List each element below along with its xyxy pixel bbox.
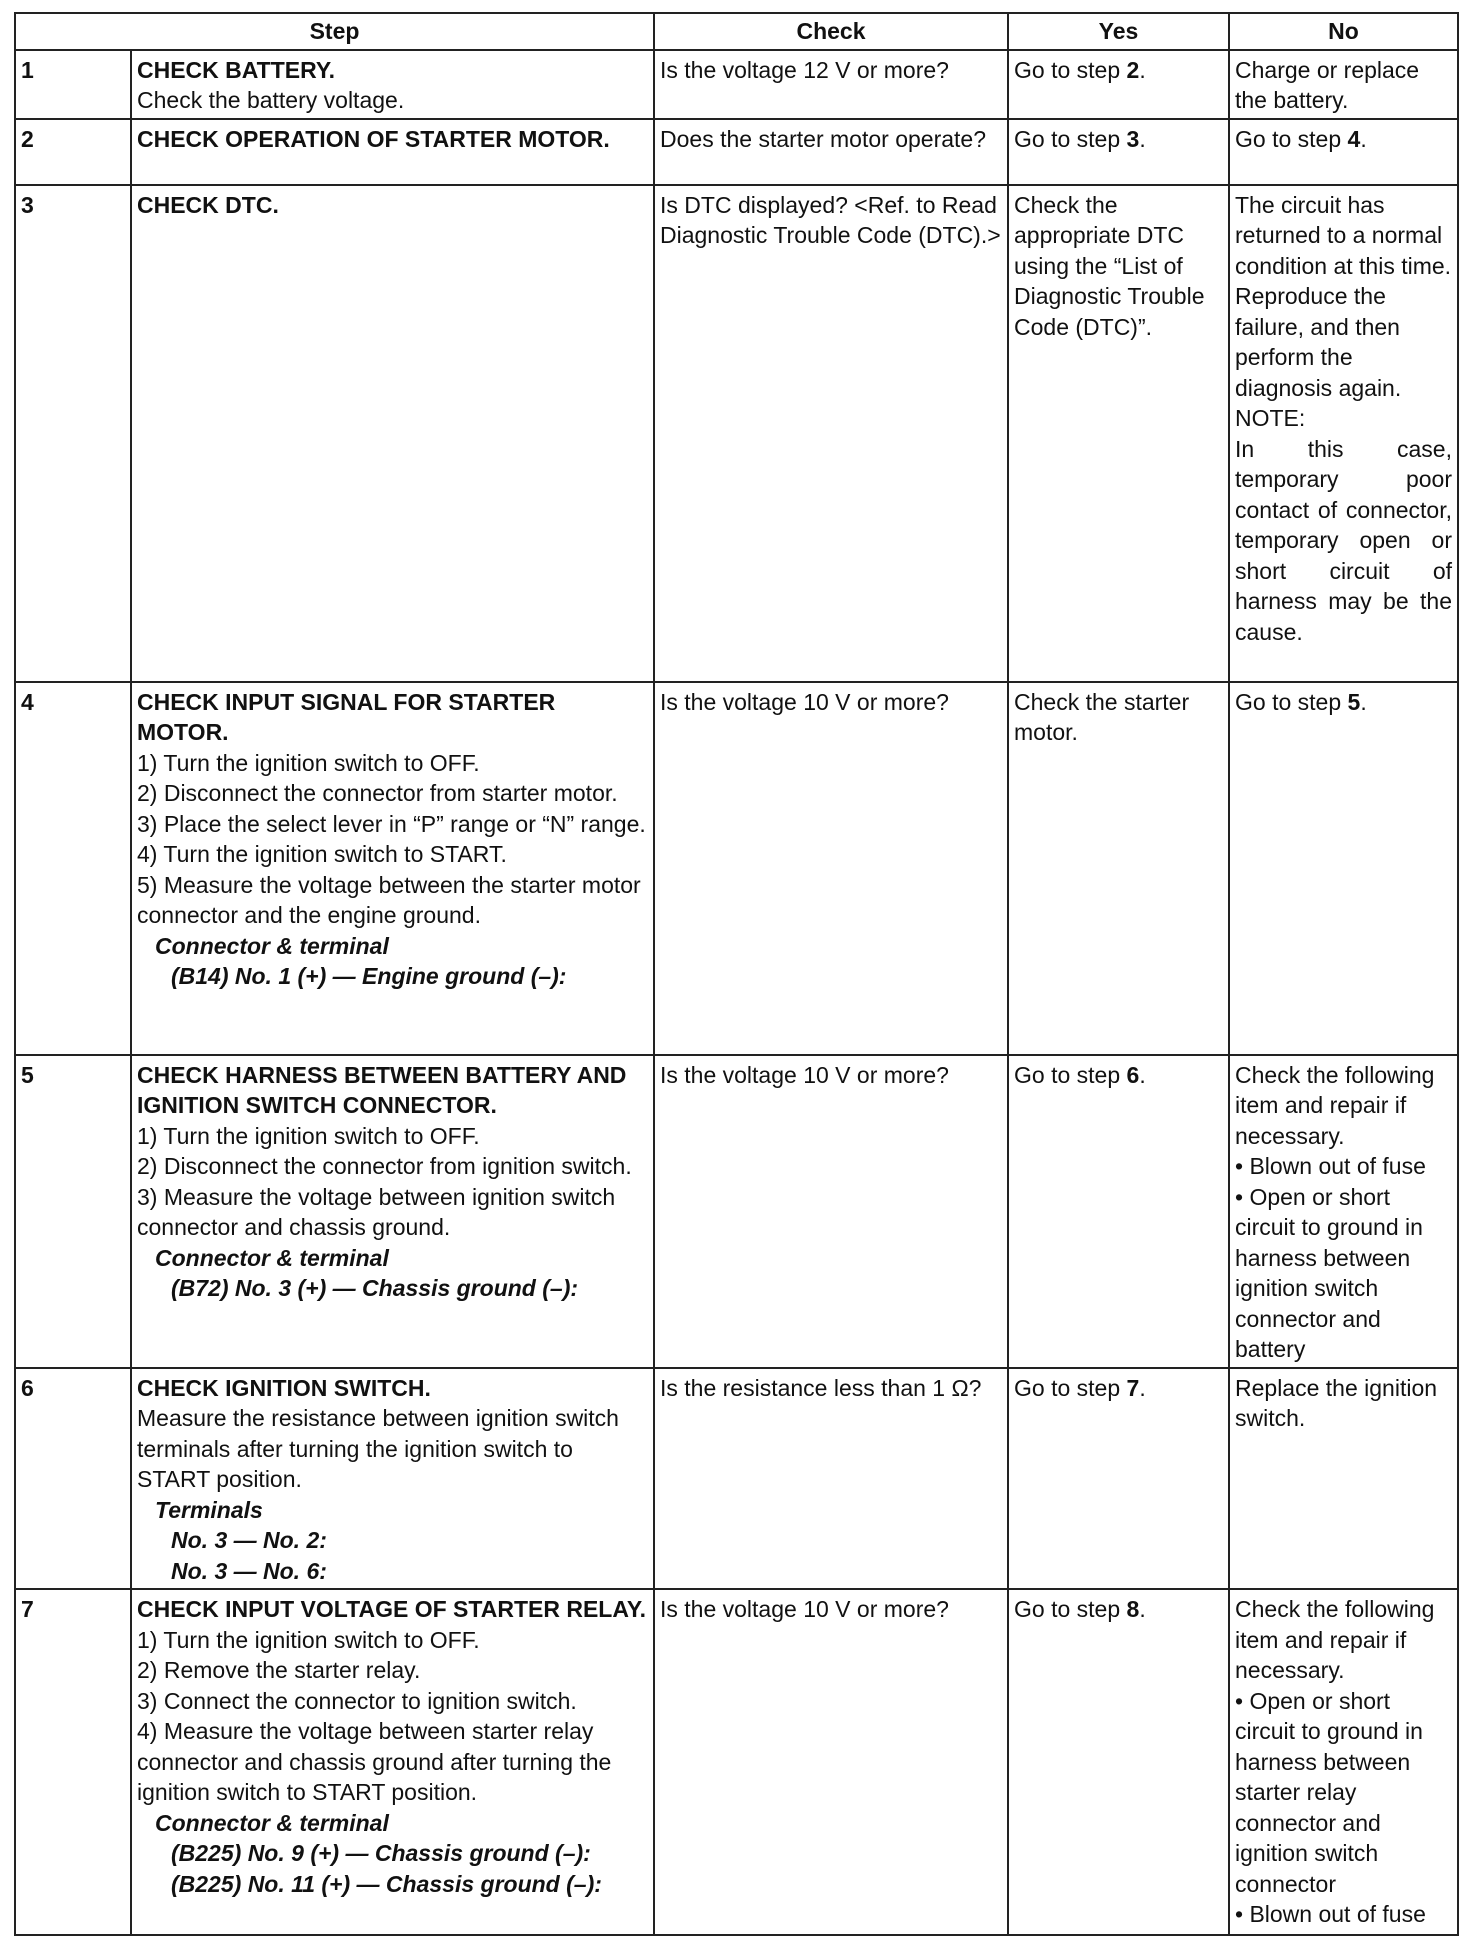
step-instruction: 1) Turn the ignition switch to OFF. <box>137 1122 480 1149</box>
step-number: 5 <box>15 1055 131 1368</box>
no-cell: Check the following item and repair if necessary. • Blown out of fuse • Open or short circuit to ground in harness between ignition switch connector and battery <box>1229 1055 1458 1368</box>
spec-heading: Terminals <box>155 1496 263 1523</box>
check-cell: Is the resistance less than 1 Ω? <box>654 1368 1008 1590</box>
check-cell: Is the voltage 10 V or more? <box>654 1055 1008 1368</box>
step-cell <box>131 1589 654 1935</box>
step-number: 1 <box>15 50 131 119</box>
step-text: Check the battery voltage. <box>137 87 405 113</box>
step-instruction: 4) Measure the voltage between starter relay connector and chassis ground after turning the ignition switch to START position. <box>137 1718 612 1805</box>
step-instruction: 5) Measure the voltage between the starter motor connector and the engine ground. <box>137 871 641 928</box>
spec-value: (B225) No. 9 (+) — Chassis ground (–): <box>171 1840 591 1866</box>
step-instruction: 1) Turn the ignition switch to OFF. <box>137 749 480 776</box>
step-title: CHECK DTC. <box>137 191 279 218</box>
header-check: Check <box>654 13 1008 50</box>
yes-cell: Go to step 3. <box>1008 119 1229 185</box>
yes-cell: Check the starter motor. <box>1008 682 1229 1055</box>
table-row <box>15 50 1458 119</box>
note-text: In this case, temporary poor contact of connector, temporary open or short circuit of harness may be the cause. <box>1235 435 1452 645</box>
table-row <box>15 682 1458 1055</box>
note-label: NOTE: <box>1235 405 1306 431</box>
yes-cell: Go to step 2. <box>1008 50 1229 119</box>
step-title: CHECK INPUT VOLTAGE OF STARTER RELAY. <box>137 1596 647 1622</box>
check-cell: Is the voltage 10 V or more? <box>654 1589 1008 1935</box>
step-title: CHECK IGNITION SWITCH. <box>137 1374 431 1401</box>
no-cell: Go to step 5. <box>1229 682 1458 1055</box>
check-cell: Is DTC displayed? <Ref. to Read Diagnostic Trouble Code (DTC).> <box>654 185 1008 682</box>
step-instruction: 2) Disconnect the connector from ignition switch. <box>137 1153 632 1179</box>
spec-value: (B72) No. 3 (+) — Chassis ground (–): <box>171 1275 579 1301</box>
header-step: Step <box>15 13 654 50</box>
check-cell: Does the starter motor operate? <box>654 119 1008 185</box>
bullet-item: • Open or short circuit to ground in harness between starter relay connector and ignition switch connector <box>1235 1687 1423 1897</box>
yes-cell: Go to step 6. <box>1008 1055 1229 1368</box>
step-number: 3 <box>15 185 131 682</box>
spec-heading: Connector & terminal <box>155 1244 389 1271</box>
table-header-row <box>15 13 1458 50</box>
header-no: No <box>1229 13 1458 50</box>
no-cell: Check the following item and repair if necessary. • Open or short circuit to ground in harness between starter relay connector and ignition switch connector • Blown out of fuse <box>1229 1589 1458 1935</box>
step-title: CHECK OPERATION OF STARTER MOTOR. <box>137 125 610 152</box>
step-instruction: 1) Turn the ignition switch to OFF. <box>137 1626 480 1653</box>
no-cell: Replace the ignition switch. <box>1229 1368 1458 1590</box>
spec-value: No. 3 — No. 6: <box>171 1557 327 1584</box>
spec-heading: Connector & terminal <box>155 1809 389 1836</box>
diagnostic-procedure-table <box>14 12 1459 1936</box>
step-instruction: 3) Measure the voltage between ignition switch connector and chassis ground. <box>137 1183 616 1240</box>
step-instruction: 2) Remove the starter relay. <box>137 1657 421 1683</box>
step-number: 7 <box>15 1589 131 1935</box>
spec-value: (B14) No. 1 (+) — Engine ground (–): <box>171 963 567 989</box>
step-number: 4 <box>15 682 131 1055</box>
spec-heading: Connector & terminal <box>155 932 389 959</box>
step-number: 6 <box>15 1368 131 1590</box>
table-row <box>15 119 1458 185</box>
step-title: CHECK INPUT SIGNAL FOR STARTER MOTOR. <box>137 688 556 745</box>
check-cell: Is the voltage 12 V or more? <box>654 50 1008 119</box>
step-cell <box>131 119 654 185</box>
bullet-item: • Blown out of fuse <box>1235 1153 1426 1179</box>
step-cell <box>131 682 654 1055</box>
spec-value: No. 3 — No. 2: <box>171 1527 327 1553</box>
step-cell <box>131 1368 654 1590</box>
step-number: 2 <box>15 119 131 185</box>
check-cell: Is the voltage 10 V or more? <box>654 682 1008 1055</box>
step-title: CHECK BATTERY. <box>137 56 336 83</box>
step-title: CHECK HARNESS BETWEEN BATTERY AND IGNITION SWITCH CONNECTOR. <box>137 1061 627 1118</box>
yes-cell: Go to step 8. <box>1008 1589 1229 1935</box>
step-cell <box>131 50 654 119</box>
yes-cell: Go to step 7. <box>1008 1368 1229 1590</box>
table-row <box>15 185 1458 682</box>
bullet-item: • Blown out of fuse <box>1235 1901 1426 1927</box>
step-instruction: 3) Connect the connector to ignition switch. <box>137 1687 577 1714</box>
no-cell: The circuit has returned to a normal condition at this time. Reproduce the failure, and then perform the diagnosis again. NOTE: In this case, temporary poor contact of connector, temporary open or short circuit of harness may be the cause. <box>1229 185 1458 682</box>
bullet-item: • Open or short circuit to ground in harness between ignition switch connector and battery <box>1235 1183 1423 1362</box>
step-instruction: 3) Place the select lever in “P” range or “N” range. <box>137 810 646 837</box>
table-row <box>15 1589 1458 1935</box>
step-cell <box>131 1055 654 1368</box>
no-cell: Charge or replace the battery. <box>1229 50 1458 119</box>
yes-cell: Check the appropriate DTC using the “List of Diagnostic Trouble Code (DTC)”. <box>1008 185 1229 682</box>
spec-value: (B225) No. 11 (+) — Chassis ground (–): <box>171 1870 602 1897</box>
no-cell: Go to step 4. <box>1229 119 1458 185</box>
step-text: Measure the resistance between ignition switch terminals after turning the ignition switch to START position. <box>137 1405 619 1492</box>
step-cell <box>131 185 654 682</box>
table-row <box>15 1368 1458 1590</box>
step-instruction: 2) Disconnect the connector from starter motor. <box>137 780 618 806</box>
table-row <box>15 1055 1458 1368</box>
header-yes: Yes <box>1008 13 1229 50</box>
step-instruction: 4) Turn the ignition switch to START. <box>137 841 507 867</box>
